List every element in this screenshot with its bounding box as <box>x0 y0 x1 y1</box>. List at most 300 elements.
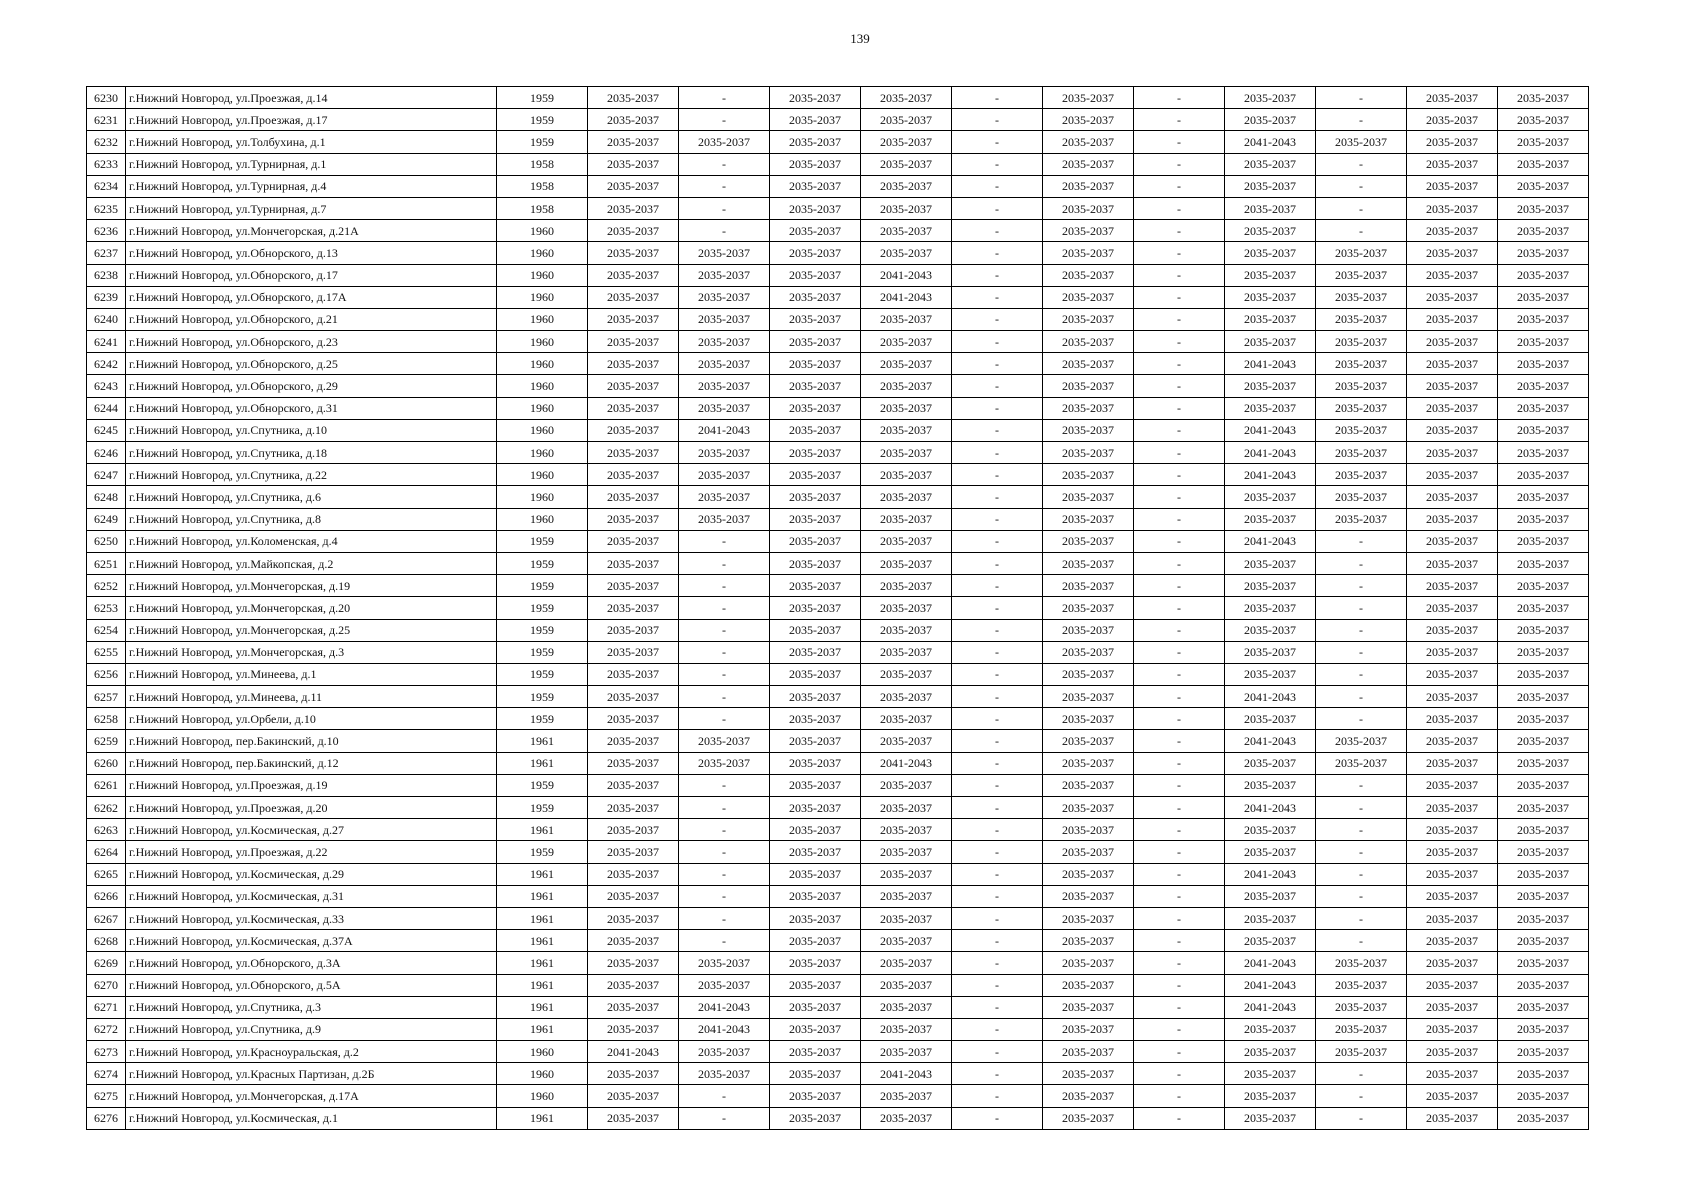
row-number-cell: 6274 <box>87 1063 126 1085</box>
year-cell: 1960 <box>497 286 588 308</box>
period-cell: - <box>952 1107 1043 1129</box>
row-number-cell: 6253 <box>87 597 126 619</box>
period-cell: 2035-2037 <box>1043 353 1134 375</box>
period-cell: 2035-2037 <box>1407 419 1498 441</box>
table-row <box>87 419 1589 441</box>
period-cell: - <box>679 1107 770 1129</box>
period-cell: 2035-2037 <box>1316 264 1407 286</box>
row-number-cell: 6254 <box>87 619 126 641</box>
row-number-cell: 6234 <box>87 175 126 197</box>
period-cell: - <box>952 419 1043 441</box>
period-cell: 2035-2037 <box>1043 508 1134 530</box>
address-cell: г.Нижний Новгород, ул.Космическая, д.31 <box>126 885 497 907</box>
table-row <box>87 331 1589 353</box>
period-cell: 2035-2037 <box>588 797 679 819</box>
period-cell: 2035-2037 <box>770 930 861 952</box>
row-number-cell: 6232 <box>87 131 126 153</box>
period-cell: 2041-2043 <box>1225 686 1316 708</box>
period-cell: - <box>952 331 1043 353</box>
period-cell: - <box>679 708 770 730</box>
period-cell: 2035-2037 <box>1498 641 1589 663</box>
year-cell: 1960 <box>497 264 588 286</box>
period-cell: 2035-2037 <box>770 974 861 996</box>
year-cell: 1961 <box>497 730 588 752</box>
period-cell: 2035-2037 <box>861 220 952 242</box>
period-cell: 2035-2037 <box>861 242 952 264</box>
period-cell: 2035-2037 <box>1498 397 1589 419</box>
period-cell: 2035-2037 <box>588 863 679 885</box>
year-cell: 1960 <box>497 308 588 330</box>
period-cell: 2035-2037 <box>1498 286 1589 308</box>
period-cell: - <box>952 863 1043 885</box>
row-number-cell: 6257 <box>87 686 126 708</box>
year-cell: 1959 <box>497 552 588 574</box>
period-cell: 2035-2037 <box>1225 930 1316 952</box>
table-row <box>87 308 1589 330</box>
table-row <box>87 1018 1589 1040</box>
period-cell: - <box>1316 552 1407 574</box>
period-cell: 2035-2037 <box>1407 242 1498 264</box>
period-cell: - <box>1316 797 1407 819</box>
period-cell: 2035-2037 <box>679 308 770 330</box>
period-cell: 2035-2037 <box>861 464 952 486</box>
address-cell: г.Нижний Новгород, ул.Спутника, д.9 <box>126 1018 497 1040</box>
period-cell: - <box>1316 819 1407 841</box>
table-row <box>87 375 1589 397</box>
period-cell: 2035-2037 <box>588 930 679 952</box>
period-cell: 2035-2037 <box>1043 242 1134 264</box>
period-cell: 2035-2037 <box>1316 730 1407 752</box>
period-cell: 2035-2037 <box>588 331 679 353</box>
period-cell: 2035-2037 <box>588 663 679 685</box>
period-cell: - <box>1134 353 1225 375</box>
period-cell: 2035-2037 <box>1043 863 1134 885</box>
period-cell: - <box>952 1018 1043 1040</box>
period-cell: 2035-2037 <box>861 996 952 1018</box>
year-cell: 1961 <box>497 819 588 841</box>
period-cell: - <box>1316 619 1407 641</box>
period-cell: 2035-2037 <box>770 819 861 841</box>
row-number-cell: 6269 <box>87 952 126 974</box>
period-cell: 2035-2037 <box>588 353 679 375</box>
period-cell: 2035-2037 <box>770 220 861 242</box>
year-cell: 1961 <box>497 907 588 929</box>
period-cell: 2035-2037 <box>1498 774 1589 796</box>
table-row <box>87 397 1589 419</box>
period-cell: 2035-2037 <box>770 1085 861 1107</box>
row-number-cell: 6236 <box>87 220 126 242</box>
period-cell: 2035-2037 <box>588 486 679 508</box>
period-cell: 2035-2037 <box>1498 1018 1589 1040</box>
period-cell: 2035-2037 <box>770 1107 861 1129</box>
period-cell: - <box>952 109 1043 131</box>
period-cell: 2035-2037 <box>1225 1085 1316 1107</box>
year-cell: 1959 <box>497 686 588 708</box>
year-cell: 1960 <box>497 419 588 441</box>
period-cell: 2035-2037 <box>861 397 952 419</box>
period-cell: 2035-2037 <box>1498 530 1589 552</box>
year-cell: 1961 <box>497 885 588 907</box>
period-cell: 2041-2043 <box>1225 530 1316 552</box>
period-cell: 2035-2037 <box>679 242 770 264</box>
row-number-cell: 6264 <box>87 841 126 863</box>
period-cell: 2035-2037 <box>770 486 861 508</box>
period-cell: - <box>952 930 1043 952</box>
period-cell: 2035-2037 <box>770 885 861 907</box>
period-cell: - <box>952 220 1043 242</box>
period-cell: 2035-2037 <box>1407 641 1498 663</box>
row-number-cell: 6231 <box>87 109 126 131</box>
row-number-cell: 6256 <box>87 663 126 685</box>
period-cell: 2035-2037 <box>861 375 952 397</box>
table-row <box>87 619 1589 641</box>
period-cell: - <box>952 708 1043 730</box>
period-cell: 2035-2037 <box>588 1107 679 1129</box>
period-cell: - <box>1134 708 1225 730</box>
period-cell: 2035-2037 <box>1316 131 1407 153</box>
table-row <box>87 264 1589 286</box>
period-cell: 2035-2037 <box>1225 153 1316 175</box>
period-cell: 2035-2037 <box>861 197 952 219</box>
table-row <box>87 863 1589 885</box>
period-cell: 2041-2043 <box>679 1018 770 1040</box>
period-cell: 2035-2037 <box>588 397 679 419</box>
address-cell: г.Нижний Новгород, ул.Орбели, д.10 <box>126 708 497 730</box>
period-cell: - <box>1134 819 1225 841</box>
year-cell: 1961 <box>497 1018 588 1040</box>
period-cell: 2035-2037 <box>1498 1041 1589 1063</box>
period-cell: 2035-2037 <box>1043 730 1134 752</box>
period-cell: 2035-2037 <box>1498 264 1589 286</box>
year-cell: 1960 <box>497 1085 588 1107</box>
period-cell: 2035-2037 <box>1043 597 1134 619</box>
period-cell: - <box>1134 87 1225 109</box>
period-cell: 2035-2037 <box>588 1018 679 1040</box>
table-row <box>87 353 1589 375</box>
address-cell: г.Нижний Новгород, ул.Мончегорская, д.25 <box>126 619 497 641</box>
address-cell: г.Нижний Новгород, пер.Бакинский, д.12 <box>126 752 497 774</box>
period-cell: 2035-2037 <box>1407 1041 1498 1063</box>
period-cell: - <box>679 774 770 796</box>
period-cell: - <box>1134 1085 1225 1107</box>
period-cell: 2035-2037 <box>861 663 952 685</box>
period-cell: 2035-2037 <box>1498 442 1589 464</box>
period-cell: - <box>1316 575 1407 597</box>
period-cell: - <box>952 575 1043 597</box>
period-cell: - <box>1316 87 1407 109</box>
table-row <box>87 597 1589 619</box>
period-cell: 2035-2037 <box>679 397 770 419</box>
period-cell: 2035-2037 <box>1407 841 1498 863</box>
table-row <box>87 641 1589 663</box>
period-cell: 2035-2037 <box>1407 708 1498 730</box>
period-cell: 2035-2037 <box>1407 686 1498 708</box>
period-cell: 2035-2037 <box>1316 974 1407 996</box>
period-cell: 2035-2037 <box>1498 508 1589 530</box>
address-cell: г.Нижний Новгород, ул.Спутника, д.3 <box>126 996 497 1018</box>
period-cell: 2035-2037 <box>1043 575 1134 597</box>
year-cell: 1959 <box>497 663 588 685</box>
row-number-cell: 6275 <box>87 1085 126 1107</box>
row-number-cell: 6235 <box>87 197 126 219</box>
period-cell: 2035-2037 <box>1498 220 1589 242</box>
year-cell: 1960 <box>497 242 588 264</box>
address-cell: г.Нижний Новгород, ул.Обнорского, д.21 <box>126 308 497 330</box>
period-cell: 2035-2037 <box>1043 663 1134 685</box>
period-cell: - <box>1134 464 1225 486</box>
period-cell: 2035-2037 <box>1225 486 1316 508</box>
period-cell: - <box>952 641 1043 663</box>
year-cell: 1959 <box>497 597 588 619</box>
period-cell: 2035-2037 <box>770 1018 861 1040</box>
row-number-cell: 6267 <box>87 907 126 929</box>
period-cell: 2035-2037 <box>770 841 861 863</box>
year-cell: 1959 <box>497 774 588 796</box>
address-cell: г.Нижний Новгород, ул.Минеева, д.11 <box>126 686 497 708</box>
period-cell: - <box>1316 1107 1407 1129</box>
period-cell: 2035-2037 <box>588 264 679 286</box>
period-cell: - <box>1134 774 1225 796</box>
table-row <box>87 508 1589 530</box>
period-cell: 2035-2037 <box>588 641 679 663</box>
period-cell: - <box>1134 974 1225 996</box>
period-cell: - <box>1134 885 1225 907</box>
period-cell: 2035-2037 <box>1225 1107 1316 1129</box>
table-row <box>87 974 1589 996</box>
period-cell: 2035-2037 <box>1407 175 1498 197</box>
period-cell: 2035-2037 <box>588 442 679 464</box>
row-number-cell: 6242 <box>87 353 126 375</box>
period-cell: - <box>1316 175 1407 197</box>
period-cell: - <box>1134 220 1225 242</box>
period-cell: 2035-2037 <box>1043 1063 1134 1085</box>
year-cell: 1960 <box>497 353 588 375</box>
period-cell: - <box>1134 264 1225 286</box>
period-cell: 2035-2037 <box>770 375 861 397</box>
period-cell: 2035-2037 <box>1316 286 1407 308</box>
period-cell: - <box>952 619 1043 641</box>
period-cell: 2035-2037 <box>1498 486 1589 508</box>
period-cell: 2035-2037 <box>770 308 861 330</box>
period-cell: 2035-2037 <box>679 131 770 153</box>
period-cell: 2035-2037 <box>1043 375 1134 397</box>
year-cell: 1958 <box>497 175 588 197</box>
period-cell: 2035-2037 <box>1498 353 1589 375</box>
period-cell: - <box>679 686 770 708</box>
period-cell: 2035-2037 <box>1043 708 1134 730</box>
period-cell: 2041-2043 <box>1225 131 1316 153</box>
period-cell: - <box>1134 641 1225 663</box>
period-cell: - <box>952 486 1043 508</box>
period-cell: 2035-2037 <box>770 508 861 530</box>
period-cell: 2035-2037 <box>770 797 861 819</box>
period-cell: 2041-2043 <box>679 419 770 441</box>
period-cell: - <box>1134 242 1225 264</box>
period-cell: 2035-2037 <box>1043 464 1134 486</box>
period-cell: 2035-2037 <box>1498 1085 1589 1107</box>
table-row <box>87 797 1589 819</box>
period-cell: 2035-2037 <box>861 708 952 730</box>
year-cell: 1959 <box>497 797 588 819</box>
period-cell: 2035-2037 <box>1043 331 1134 353</box>
period-cell: 2035-2037 <box>679 264 770 286</box>
period-cell: 2035-2037 <box>770 597 861 619</box>
period-cell: - <box>679 641 770 663</box>
year-cell: 1960 <box>497 508 588 530</box>
period-cell: 2041-2043 <box>1225 464 1316 486</box>
period-cell: 2035-2037 <box>1043 197 1134 219</box>
period-cell: 2035-2037 <box>1407 308 1498 330</box>
table-row <box>87 952 1589 974</box>
period-cell: 2035-2037 <box>1407 619 1498 641</box>
period-cell: 2035-2037 <box>1498 331 1589 353</box>
period-cell: 2035-2037 <box>1407 907 1498 929</box>
period-cell: - <box>1316 597 1407 619</box>
period-cell: 2035-2037 <box>861 442 952 464</box>
table-row <box>87 819 1589 841</box>
period-cell: - <box>952 841 1043 863</box>
period-cell: 2035-2037 <box>588 197 679 219</box>
period-cell: - <box>1316 863 1407 885</box>
period-cell: 2035-2037 <box>770 1063 861 1085</box>
period-cell: - <box>1134 331 1225 353</box>
period-cell: - <box>1134 131 1225 153</box>
period-cell: 2035-2037 <box>861 1085 952 1107</box>
period-cell: 2035-2037 <box>1043 774 1134 796</box>
period-cell: 2035-2037 <box>1407 197 1498 219</box>
period-cell: 2035-2037 <box>679 375 770 397</box>
row-number-cell: 6230 <box>87 87 126 109</box>
period-cell: 2035-2037 <box>1043 907 1134 929</box>
period-cell: 2035-2037 <box>1316 331 1407 353</box>
period-cell: - <box>1134 1041 1225 1063</box>
period-cell: - <box>952 397 1043 419</box>
period-cell: 2035-2037 <box>770 996 861 1018</box>
period-cell: - <box>1134 752 1225 774</box>
period-cell: 2035-2037 <box>1407 663 1498 685</box>
period-cell: 2041-2043 <box>861 1063 952 1085</box>
period-cell: 2035-2037 <box>1498 197 1589 219</box>
period-cell: 2035-2037 <box>861 930 952 952</box>
row-number-cell: 6270 <box>87 974 126 996</box>
period-cell: 2035-2037 <box>1225 752 1316 774</box>
period-cell: 2035-2037 <box>770 175 861 197</box>
period-cell: - <box>679 109 770 131</box>
period-cell: 2035-2037 <box>1225 175 1316 197</box>
table-row <box>87 708 1589 730</box>
period-cell: 2035-2037 <box>1316 486 1407 508</box>
period-cell: - <box>1134 841 1225 863</box>
address-cell: г.Нижний Новгород, ул.Проезжая, д.20 <box>126 797 497 819</box>
table-row <box>87 486 1589 508</box>
period-cell: 2035-2037 <box>588 752 679 774</box>
year-cell: 1961 <box>497 930 588 952</box>
period-cell: 2035-2037 <box>1407 552 1498 574</box>
table-row <box>87 153 1589 175</box>
address-cell: г.Нижний Новгород, ул.Обнорского, д.25 <box>126 353 497 375</box>
period-cell: 2035-2037 <box>1316 952 1407 974</box>
period-cell: 2035-2037 <box>1225 597 1316 619</box>
period-cell: - <box>679 87 770 109</box>
period-cell: 2035-2037 <box>861 331 952 353</box>
period-cell: 2035-2037 <box>770 552 861 574</box>
row-number-cell: 6246 <box>87 442 126 464</box>
year-cell: 1960 <box>497 397 588 419</box>
row-number-cell: 6250 <box>87 530 126 552</box>
table-row <box>87 575 1589 597</box>
address-cell: г.Нижний Новгород, ул.Спутника, д.22 <box>126 464 497 486</box>
period-cell: 2035-2037 <box>1407 486 1498 508</box>
period-cell: 2035-2037 <box>1498 752 1589 774</box>
period-cell: - <box>952 353 1043 375</box>
period-cell: - <box>952 1041 1043 1063</box>
year-cell: 1960 <box>497 1063 588 1085</box>
period-cell: 2035-2037 <box>770 907 861 929</box>
period-cell: 2035-2037 <box>770 575 861 597</box>
period-cell: 2041-2043 <box>1225 419 1316 441</box>
row-number-cell: 6258 <box>87 708 126 730</box>
period-cell: - <box>1316 530 1407 552</box>
period-cell: - <box>1134 197 1225 219</box>
period-cell: 2035-2037 <box>1043 442 1134 464</box>
table-row <box>87 175 1589 197</box>
row-number-cell: 6240 <box>87 308 126 330</box>
period-cell: 2035-2037 <box>1316 752 1407 774</box>
row-number-cell: 6239 <box>87 286 126 308</box>
period-cell: 2035-2037 <box>1498 1107 1589 1129</box>
period-cell: - <box>952 819 1043 841</box>
period-cell: 2035-2037 <box>679 508 770 530</box>
period-cell: 2035-2037 <box>861 863 952 885</box>
address-cell: г.Нижний Новгород, ул.Турнирная, д.7 <box>126 197 497 219</box>
period-cell: 2035-2037 <box>1498 464 1589 486</box>
period-cell: 2035-2037 <box>861 552 952 574</box>
period-cell: 2035-2037 <box>770 419 861 441</box>
year-cell: 1961 <box>497 863 588 885</box>
period-cell: - <box>1134 486 1225 508</box>
period-cell: 2035-2037 <box>588 730 679 752</box>
row-number-cell: 6247 <box>87 464 126 486</box>
address-cell: г.Нижний Новгород, ул.Красных Партизан, д.2Б <box>126 1063 497 1085</box>
row-number-cell: 6260 <box>87 752 126 774</box>
period-cell: - <box>952 530 1043 552</box>
period-cell: 2035-2037 <box>770 331 861 353</box>
period-cell: 2035-2037 <box>1407 286 1498 308</box>
period-cell: 2035-2037 <box>861 419 952 441</box>
period-cell: 2035-2037 <box>1407 952 1498 974</box>
period-cell: 2035-2037 <box>1043 1107 1134 1129</box>
period-cell: - <box>952 885 1043 907</box>
period-cell: - <box>679 797 770 819</box>
period-cell: 2035-2037 <box>1043 308 1134 330</box>
period-cell: 2035-2037 <box>588 819 679 841</box>
period-cell: 2035-2037 <box>1225 575 1316 597</box>
period-cell: 2035-2037 <box>679 286 770 308</box>
period-cell: 2035-2037 <box>861 508 952 530</box>
address-cell: г.Нижний Новгород, ул.Космическая, д.37А <box>126 930 497 952</box>
period-cell: 2035-2037 <box>770 774 861 796</box>
period-cell: 2035-2037 <box>1498 930 1589 952</box>
row-number-cell: 6265 <box>87 863 126 885</box>
period-cell: - <box>1316 774 1407 796</box>
period-cell: 2035-2037 <box>861 575 952 597</box>
row-number-cell: 6276 <box>87 1107 126 1129</box>
period-cell: - <box>1134 175 1225 197</box>
period-cell: - <box>952 508 1043 530</box>
row-number-cell: 6251 <box>87 552 126 574</box>
row-number-cell: 6237 <box>87 242 126 264</box>
period-cell: - <box>1134 1107 1225 1129</box>
